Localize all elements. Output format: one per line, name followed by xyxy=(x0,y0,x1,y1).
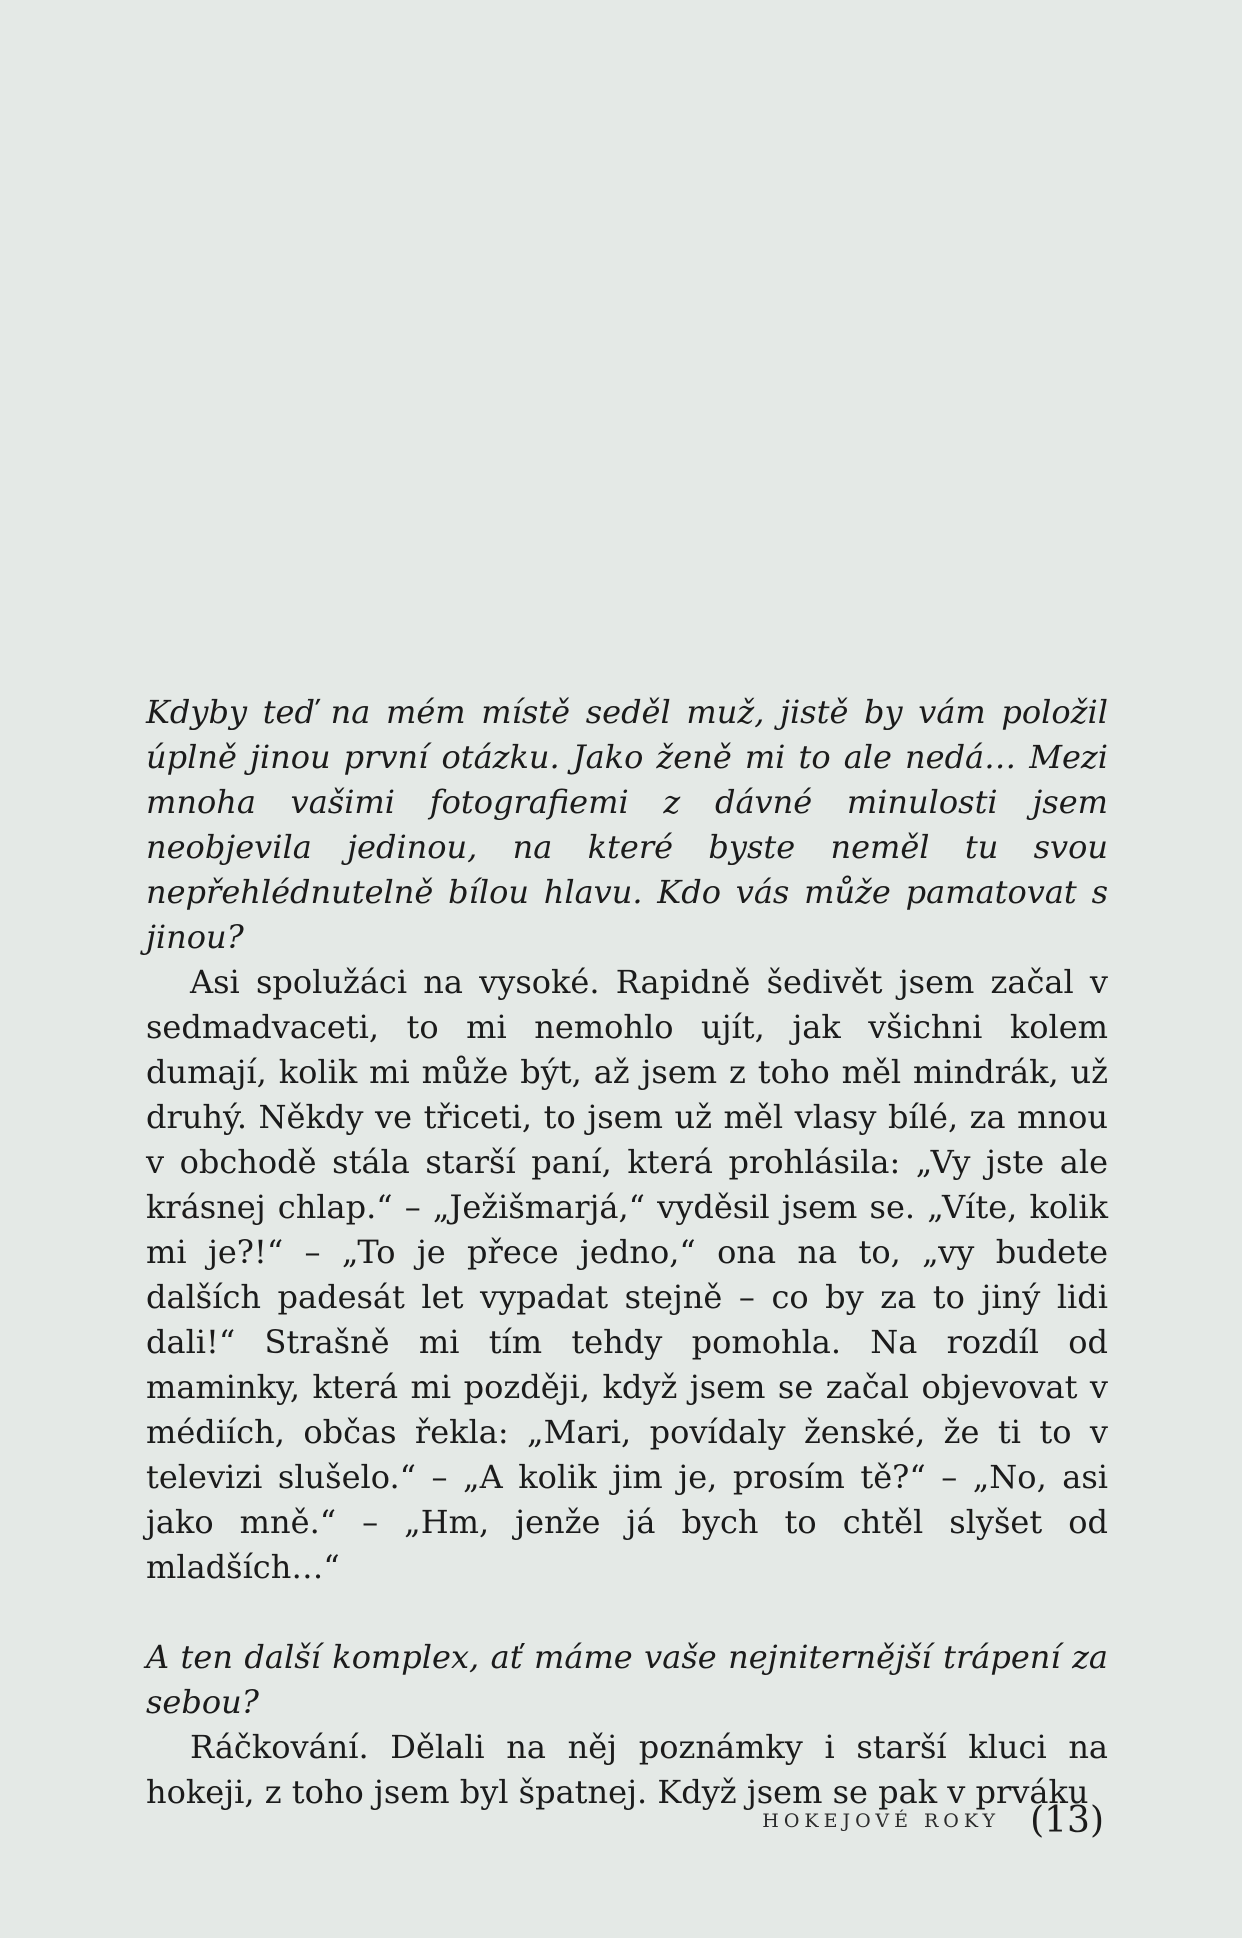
page-footer xyxy=(762,1800,1104,1841)
question-paragraph: A ten další komplex, ať máme vaše nejniternější trápení za sebou? xyxy=(146,1638,1108,1721)
text-block xyxy=(146,690,1108,1815)
paragraph-gap xyxy=(146,1590,1108,1635)
answer-paragraph: Asi spolužáci na vysoké. Rapidně šedivět jsem začal v sedmadvaceti, to mi nemohlo ujít, jak všichni kolem dumají, kolik mi může být, až jsem z toho měl mindrák, už druhý. Někdy ve třiceti, to jsem už měl vlasy bílé, za mnou v obchodě stála starší paní, která prohlásila: „Vy jste ale krásnej chlap.“ – „Ježišmarjá,“ vyděsil jsem se. „Víte, kolik mi je?!“ – „To je přece jedno,“ ona na to, „vy budete dalších padesát let vypadat stejně – co by za to jiný lidi dali!“ Strašně mi tím tehdy pomohla. Na rozdíl od maminky, která mi později, když jsem se začal objevovat v médiích, občas řekla: „Mari, povídaly ženské, že ti to v televizi slušelo.“ – „A kolik jim je, prosím tě?“ – „No, asi jako mně.“ – „Hm, jenže já bych to chtěl slyšet od mladších…“ xyxy=(146,963,1108,1586)
question-paragraph: Kdyby teď na mém místě seděl muž, jistě by vám položil úplně jinou první otázku. Jako ženě mi to ale nedá… Mezi mnoha vašimi fotografiemi z dávné minulosti jsem neobjevila jedinou, na které byste neměl tu svou nepřehlédnutelně bílou hlavu. Kdo vás může pamatovat s jinou? xyxy=(146,693,1108,956)
page-number: (13) xyxy=(1030,1800,1104,1841)
answer-paragraph: Ráčkování. Dělali na něj poznámky i starší kluci na hokeji, z toho jsem byl špatnej. Když jsem se pak v prváku xyxy=(146,1728,1108,1811)
running-head: HOKEJOVÉ ROKY xyxy=(762,1809,1001,1832)
